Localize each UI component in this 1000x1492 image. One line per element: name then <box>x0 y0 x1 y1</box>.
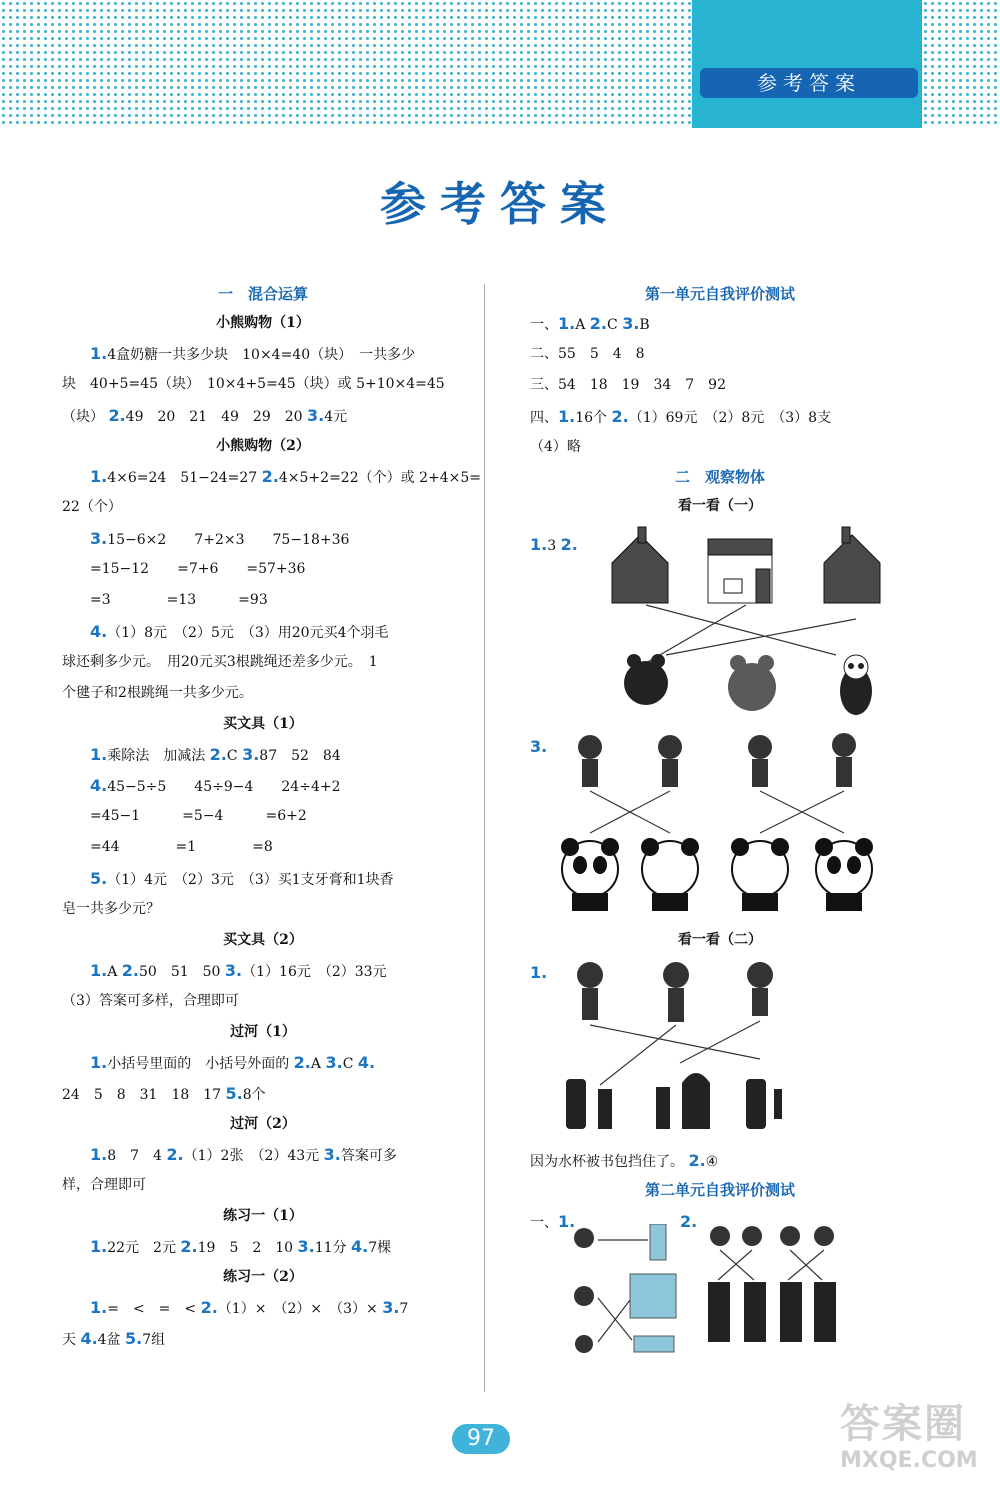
answer-line <box>530 731 547 762</box>
answer-text: A <box>575 317 586 333</box>
answer-line <box>62 986 464 1017</box>
answer-line <box>62 1170 464 1201</box>
q-number: 1. <box>558 1212 576 1231</box>
q-number: 1. <box>90 1298 108 1317</box>
answer-text: 因为水杯被书包挡住了。 <box>530 1154 684 1170</box>
answer-line <box>62 832 464 863</box>
q-number: 3. <box>297 1237 315 1256</box>
answer-line <box>62 585 464 616</box>
answer-text: 3 <box>547 538 557 554</box>
q-number: 3. <box>622 314 640 333</box>
answer-text: 球还剩多少元。 用20元买3根跳绳还差多少元。 1 <box>62 654 378 670</box>
q-number: 2. <box>180 1237 198 1256</box>
answer-text: （4）略 <box>530 439 581 455</box>
answer-line <box>62 647 464 678</box>
panda-matching-illustration <box>560 729 880 919</box>
section-heading: 第一单元自我评价测试 <box>644 285 795 303</box>
answer-text: 7 <box>399 1301 409 1317</box>
lesson-heading: 过河（2） <box>230 1116 296 1132</box>
q-number: 3. <box>307 406 325 425</box>
answer-text: 22元 2元 <box>107 1240 176 1256</box>
answer-line <box>62 616 464 647</box>
answer-text: =44 =1 =8 <box>90 839 273 855</box>
page-title: 参考答案 <box>380 177 620 231</box>
answer-text: （1）2张 （2）43元 <box>183 1148 320 1164</box>
q-number: 2. <box>121 961 140 980</box>
answer-line <box>530 339 910 370</box>
q-number: 2. <box>200 1298 218 1317</box>
q-number: 3. <box>224 961 243 980</box>
header-section-label: 参考答案 <box>700 68 918 98</box>
watermark-url: MXQE.COM <box>840 1448 978 1473</box>
answer-text: 7组 <box>142 1332 166 1348</box>
answer-text: 个毽子和2根跳绳一共多少元。 <box>62 685 253 701</box>
watermark-logo <box>840 1400 998 1490</box>
q-number: 1. <box>558 407 576 426</box>
answer-text: 4元 <box>324 409 348 425</box>
page-number: 97 <box>452 1424 510 1454</box>
answer-text: ④ <box>705 1154 719 1170</box>
q-number: 2. <box>166 1145 184 1164</box>
lesson-heading: 看一看（一） <box>678 498 762 514</box>
q-number: 1. <box>90 1145 108 1164</box>
q-number: 1. <box>530 535 548 554</box>
q-number: 2. <box>293 1053 311 1072</box>
answer-text: =45−1 =5−4 =6+2 <box>90 808 307 824</box>
animal-matching-illustration <box>704 1222 844 1352</box>
q-number: 3. <box>382 1298 400 1317</box>
q-number: 4. <box>90 776 108 795</box>
q-number: 3. <box>530 737 548 756</box>
header-color-band <box>692 0 922 128</box>
lesson-heading: 小熊购物（2） <box>216 438 310 454</box>
answer-text: = < = < <box>107 1301 197 1317</box>
answer-line <box>530 1206 575 1237</box>
answer-line <box>530 370 910 401</box>
answer-text: 49 20 21 49 29 20 <box>125 409 303 425</box>
answer-text: 4×5+2=22（个）或 2+4×5= <box>278 470 481 486</box>
answer-line <box>62 1047 464 1078</box>
answer-line <box>62 400 464 431</box>
answer-line <box>530 401 910 432</box>
q-number: 5. <box>125 1329 143 1348</box>
answer-text: 四、 <box>530 410 558 426</box>
lesson-heading: 小熊购物（1） <box>216 315 310 331</box>
answer-line <box>62 523 464 554</box>
left-column <box>62 280 481 1354</box>
answer-text: （1）8元 （2）5元 （3）用20元买4个羽毛 <box>107 625 389 641</box>
answer-line <box>530 529 578 560</box>
answer-text: 7棵 <box>368 1240 392 1256</box>
column-divider <box>484 284 485 1392</box>
q-number: 5. <box>225 1084 243 1103</box>
answer-line <box>62 678 464 709</box>
answer-text: 三、54 18 19 34 7 92 <box>530 377 726 393</box>
answer-text: （块） <box>62 409 104 425</box>
lesson-heading: 买文具（1） <box>223 716 303 732</box>
q-number: 1. <box>90 1237 108 1256</box>
q-number: 3. <box>323 1145 341 1164</box>
answer-text: 8 7 4 <box>107 1148 162 1164</box>
q-number: 4. <box>90 622 108 641</box>
answer-text: 4盒奶糖一共多少块 10×4=40（块） 一共多少 <box>107 347 416 363</box>
answer-line <box>62 1231 464 1262</box>
q-number: 3. <box>90 529 108 548</box>
q-number: 1. <box>90 961 108 980</box>
answer-text: 50 51 50 <box>139 964 221 980</box>
figure-kids-bags <box>530 955 910 1145</box>
figure-unit2-test <box>530 1204 910 1354</box>
answer-line <box>62 770 464 801</box>
q-number: 2. <box>261 467 279 486</box>
section-heading: 二 观察物体 <box>674 468 765 486</box>
lesson-heading: 买文具（2） <box>223 932 303 948</box>
q-number: 2. <box>209 745 227 764</box>
q-number: 2. <box>688 1151 706 1170</box>
lesson-heading: 练习一（2） <box>223 1269 303 1285</box>
q-number: 4. <box>80 1329 98 1348</box>
answer-text: 4×6=24 51−24=27 <box>107 470 258 486</box>
answer-line <box>62 863 464 894</box>
figure-people-pandas <box>530 729 910 925</box>
answer-text: 皂一共多少元？ <box>62 901 160 917</box>
q-number: 2. <box>589 314 608 333</box>
answer-text: 4盆 <box>97 1332 121 1348</box>
answer-line <box>62 338 464 369</box>
answer-line <box>530 432 910 463</box>
answer-text: 样，合理即可 <box>62 1177 146 1193</box>
answer-text: 答案可多 <box>340 1148 397 1164</box>
q-number: 2. <box>108 406 126 425</box>
answer-text: =3 =13 =93 <box>90 592 268 608</box>
answer-line <box>680 1206 697 1237</box>
answer-text: 15−6×2 7+2×3 75−18+36 <box>107 532 350 548</box>
answer-text: （1）16元 （2）33元 <box>242 964 387 980</box>
house-matching-illustration <box>606 523 896 723</box>
q-number: 2. <box>680 1212 698 1231</box>
header-dot-pattern <box>0 0 692 128</box>
answer-line <box>62 461 481 492</box>
q-number: 4. <box>357 1053 376 1072</box>
answer-text: （1）4元 （2）3元 （3）买1支牙膏和1块香 <box>107 872 394 888</box>
answer-text: 16个 <box>575 410 608 426</box>
answer-text: 22（个） <box>62 499 122 515</box>
lesson-heading: 练习一（1） <box>223 1208 303 1224</box>
answer-line <box>62 492 464 523</box>
answer-line <box>62 739 464 770</box>
bag-matching-illustration <box>560 955 800 1139</box>
answer-text: 19 5 2 10 <box>197 1240 294 1256</box>
q-number: 2. <box>611 407 629 426</box>
answer-text: B <box>639 317 650 333</box>
answer-text: A <box>107 964 118 980</box>
answer-line <box>62 369 464 400</box>
q-number: 1. <box>558 314 576 333</box>
q-number: 4. <box>351 1237 369 1256</box>
answer-text: （1）× （2）× （3）× <box>217 1301 378 1317</box>
object-matching-illustration <box>570 1224 680 1354</box>
answer-text: 一、 <box>530 1215 558 1231</box>
answer-text: 87 52 84 <box>259 748 341 764</box>
watermark-text: 答案圈 <box>840 1401 966 1447</box>
q-number: 5. <box>90 869 108 888</box>
answer-text: C <box>342 1056 354 1072</box>
lesson-heading: 过河（1） <box>230 1024 296 1040</box>
section-heading: 第二单元自我评价测试 <box>644 1181 795 1199</box>
answer-text: 小括号里面的 小括号外面的 <box>107 1056 290 1072</box>
answer-line <box>530 308 910 339</box>
answer-line <box>62 554 464 585</box>
q-number: 3. <box>242 745 260 764</box>
answer-text: 块 40+5=45（块） 10×4+5=45（块）或 5+10×4=45 <box>62 376 445 392</box>
q-number: 3. <box>325 1053 343 1072</box>
answer-line <box>62 1323 464 1354</box>
answer-text: C <box>226 748 238 764</box>
answer-line <box>62 1078 464 1109</box>
answer-text: 一、 <box>530 317 558 333</box>
answer-text: 45−5÷5 45÷9−4 24÷4+2 <box>107 779 341 795</box>
answer-text: 天 <box>62 1332 76 1348</box>
answer-text: （1）69元 （2）8元 （3）8支 <box>628 410 832 426</box>
header-dot-pattern-right <box>922 0 1000 128</box>
answer-line <box>62 955 464 986</box>
answer-text: =15−12 =7+6 =57+36 <box>90 561 306 577</box>
q-number: 1. <box>90 745 108 764</box>
lesson-heading: 看一看（二） <box>678 932 762 948</box>
answer-line <box>530 1145 910 1176</box>
q-number: 1. <box>90 467 108 486</box>
answer-line <box>62 801 464 832</box>
q-number: 1. <box>90 344 108 363</box>
answer-text: 24 5 8 31 18 17 <box>62 1087 222 1103</box>
q-number: 2. <box>560 535 578 554</box>
q-number: 1. <box>90 1053 108 1072</box>
right-column <box>530 280 910 1354</box>
answer-text: A <box>310 1056 322 1072</box>
answer-text: 乘除法 加减法 <box>107 748 206 764</box>
figure-houses-characters <box>530 521 910 729</box>
answer-line <box>62 1292 464 1323</box>
answer-line <box>62 894 464 925</box>
answer-text: 二、55 5 4 8 <box>530 346 645 362</box>
answer-text: C <box>607 317 618 333</box>
q-number: 1. <box>530 963 548 982</box>
answer-line <box>62 1139 464 1170</box>
answer-line <box>530 957 547 988</box>
answer-text: （3）答案可多样，合理即可 <box>62 993 239 1009</box>
answer-text: 11分 <box>314 1240 347 1256</box>
answer-text: 8个 <box>242 1087 266 1103</box>
section-heading: 一 混合运算 <box>217 285 308 303</box>
